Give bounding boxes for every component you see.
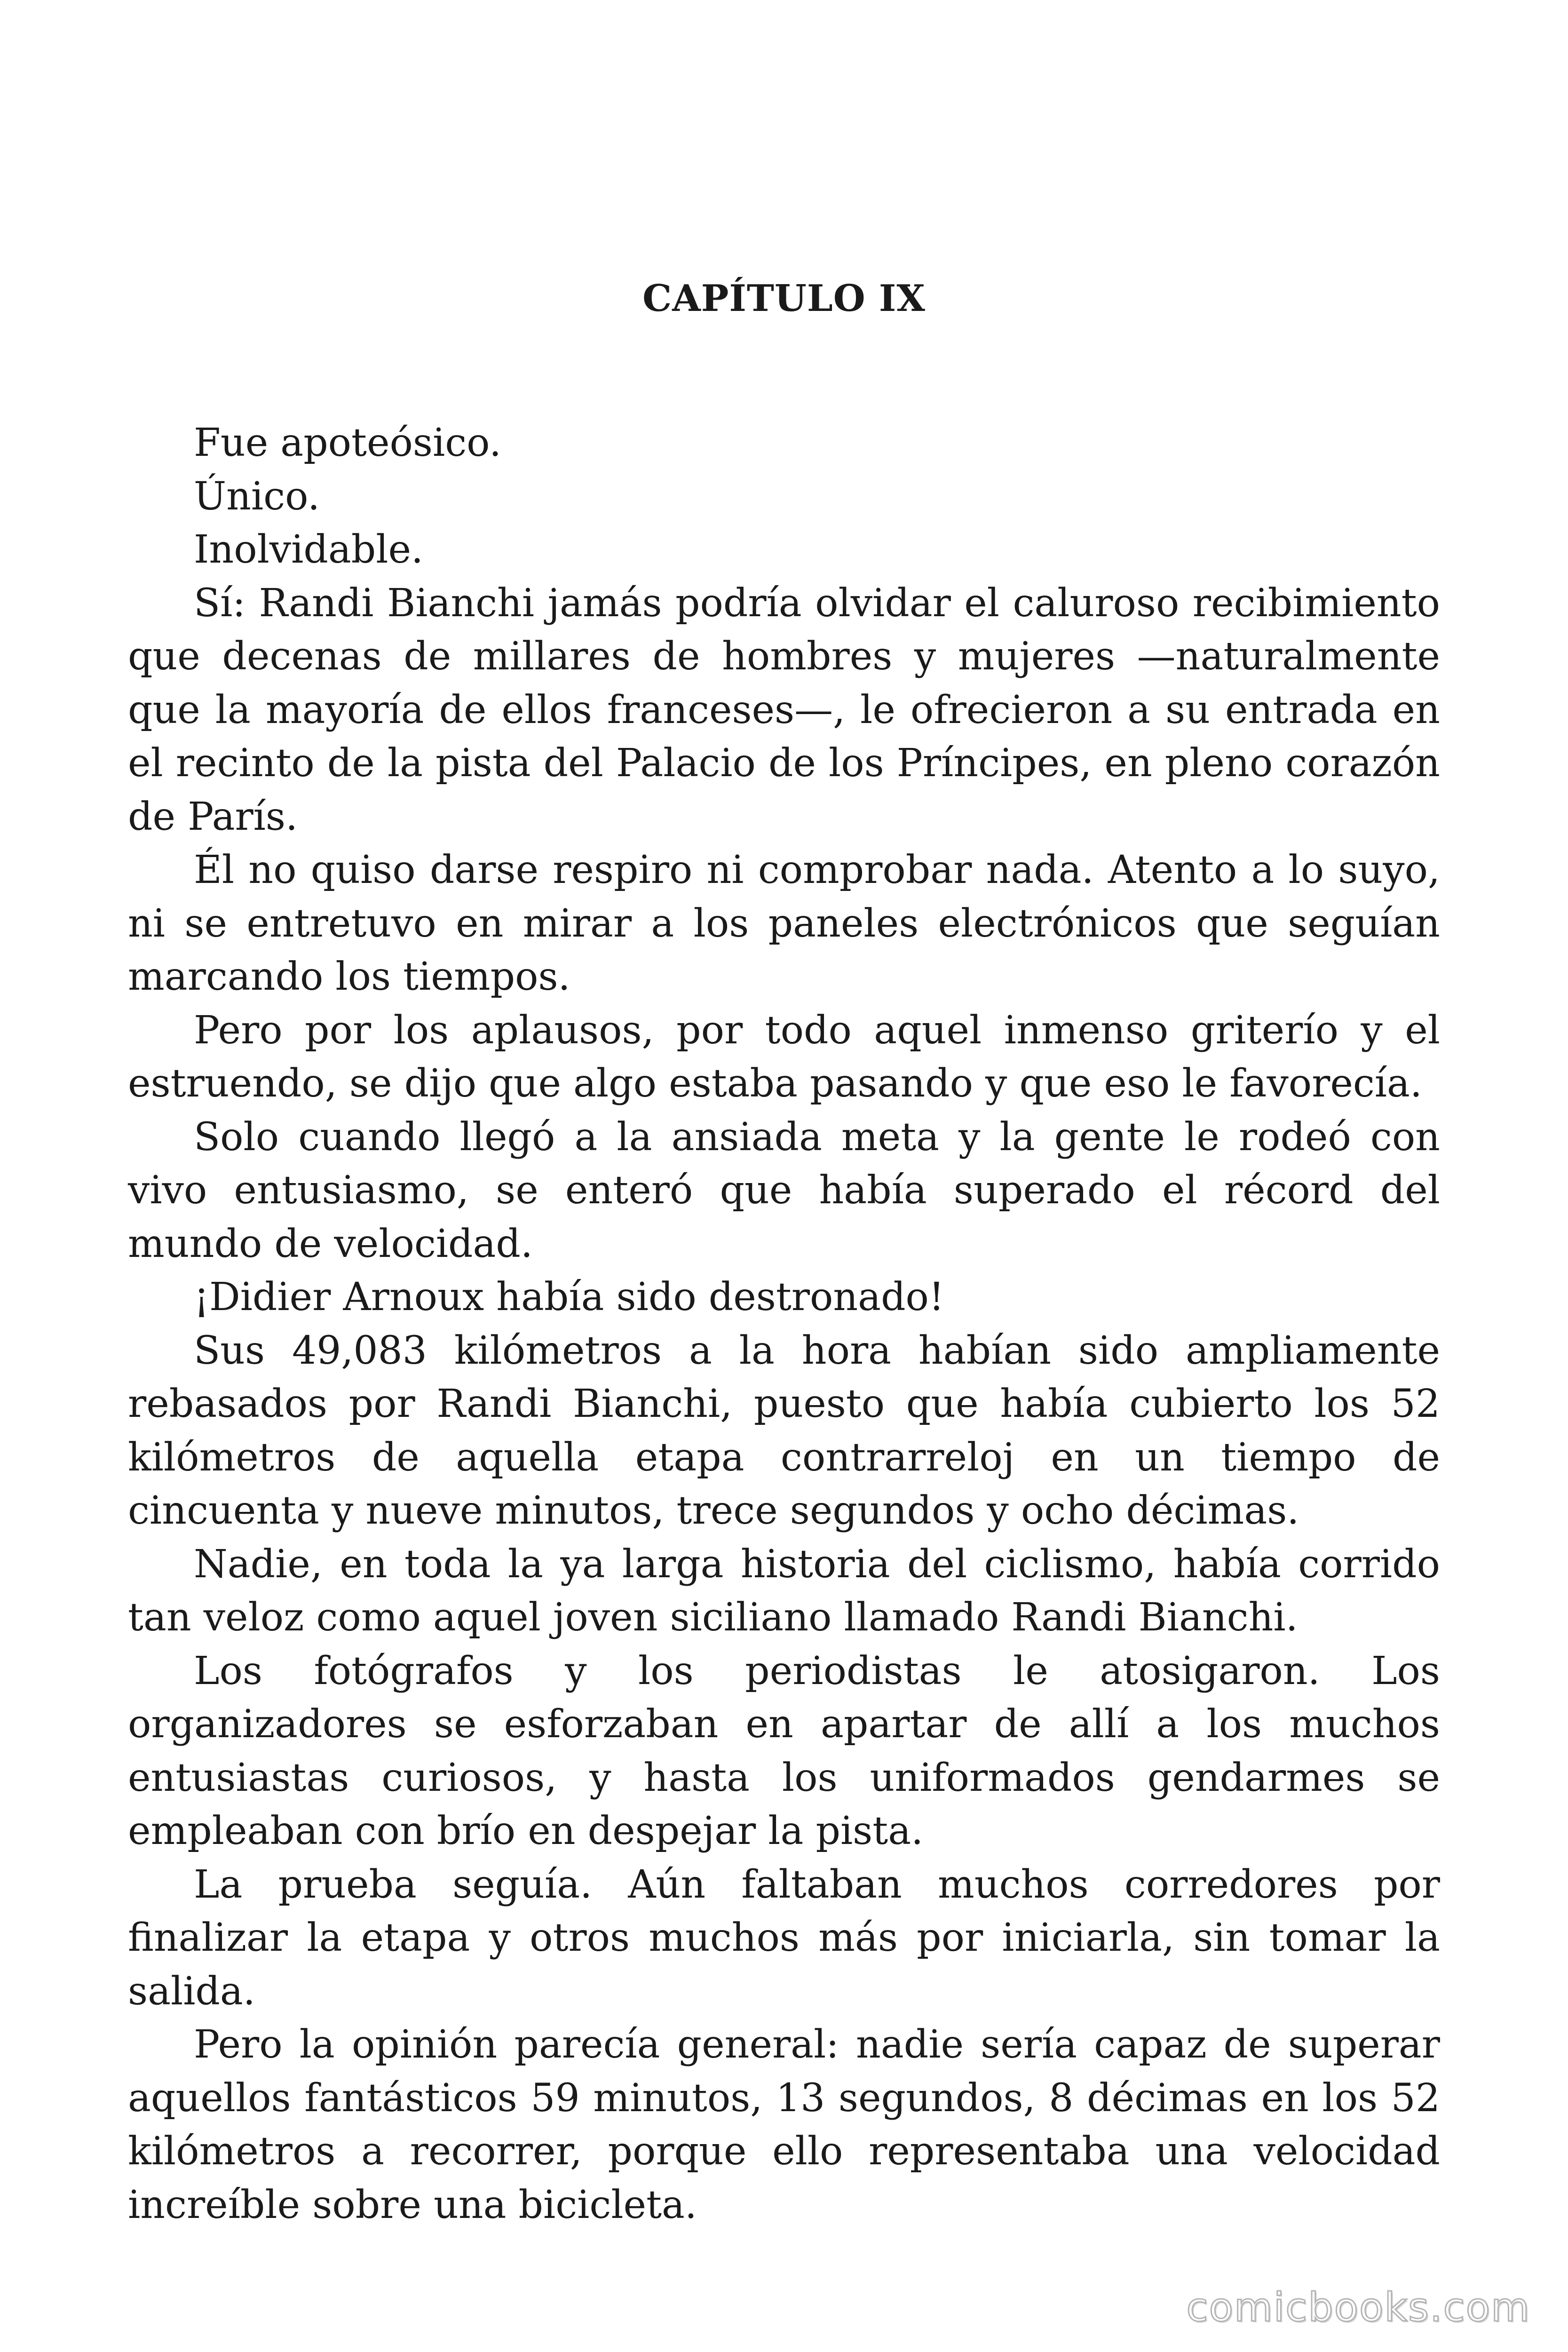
paragraph: Solo cuando llegó a la ansiada meta y la gente le rodeó con vivo entusiasmo, se enteró que había superado el récord del mundo de velocidad. xyxy=(128,1114,1440,1266)
paragraph: Nadie, en toda la ya larga historia del ciclismo, había corrido tan veloz como aquel joven siciliano llamado Randi Bianchi. xyxy=(128,1542,1440,1640)
paragraph: Sus 49,083 kilómetros a la hora habían sido ampliamente rebasados por Randi Bianchi, puesto que había cubierto los 52 kilómetros de aquella etapa contrarreloj en un tiempo de cincuenta y nueve minutos, trece segundos y ocho décimas. xyxy=(128,1328,1440,1533)
paragraph: Pero por los aplausos, por todo aquel inmenso griterío y el estruendo, se dijo que algo estaba pasando y que eso le favorecía. xyxy=(128,1008,1440,1106)
paragraph: Fue apoteósico. xyxy=(194,421,502,465)
paragraph: Único. xyxy=(194,474,320,519)
paragraph: Pero la opinión parecía general: nadie sería capaz de superar aquellos fantásticos 59 minutos, 13 segundos, 8 décimas en los 52 kilómetros a recorrer, porque ello representaba una velocidad increíble sobre una bicicleta. xyxy=(128,2022,1440,2227)
paragraph: Él no quiso darse respiro ni comprobar nada. Atento a lo suyo, ni se entretuvo en mirar a los paneles electrónicos que seguían marcando los tiempos. xyxy=(128,848,1440,999)
paragraph: ¡Didier Arnoux había sido destronado! xyxy=(194,1275,944,1319)
paragraph: Los fotógrafos y los periodistas le atosigaron. Los organizadores se esforzaban en apartar de allí a los muchos entusiastas curiosos, y hasta los uniformados gendarmes se empleaban con brío en despejar la pista. xyxy=(128,1648,1440,1853)
chapter-body xyxy=(128,416,1440,2232)
paragraph: Sí: Randi Bianchi jamás podría olvidar el caluroso recibimiento que decenas de millares de hombres y mujeres —naturalmente que la mayoría de ellos franceses—, le ofrecieron a su entrada en el recinto de la pista del Palacio de los Príncipes, en pleno corazón de París. xyxy=(128,580,1440,839)
paragraph: Inolvidable. xyxy=(194,527,424,572)
watermark: comicbooks.com xyxy=(1186,2284,1530,2330)
chapter-title: CAPÍTULO IX xyxy=(642,277,926,320)
paragraph: La prueba seguía. Aún faltaban muchos corredores por finalizar la etapa y otros muchos más por iniciarla, sin tomar la salida. xyxy=(128,1862,1440,2014)
